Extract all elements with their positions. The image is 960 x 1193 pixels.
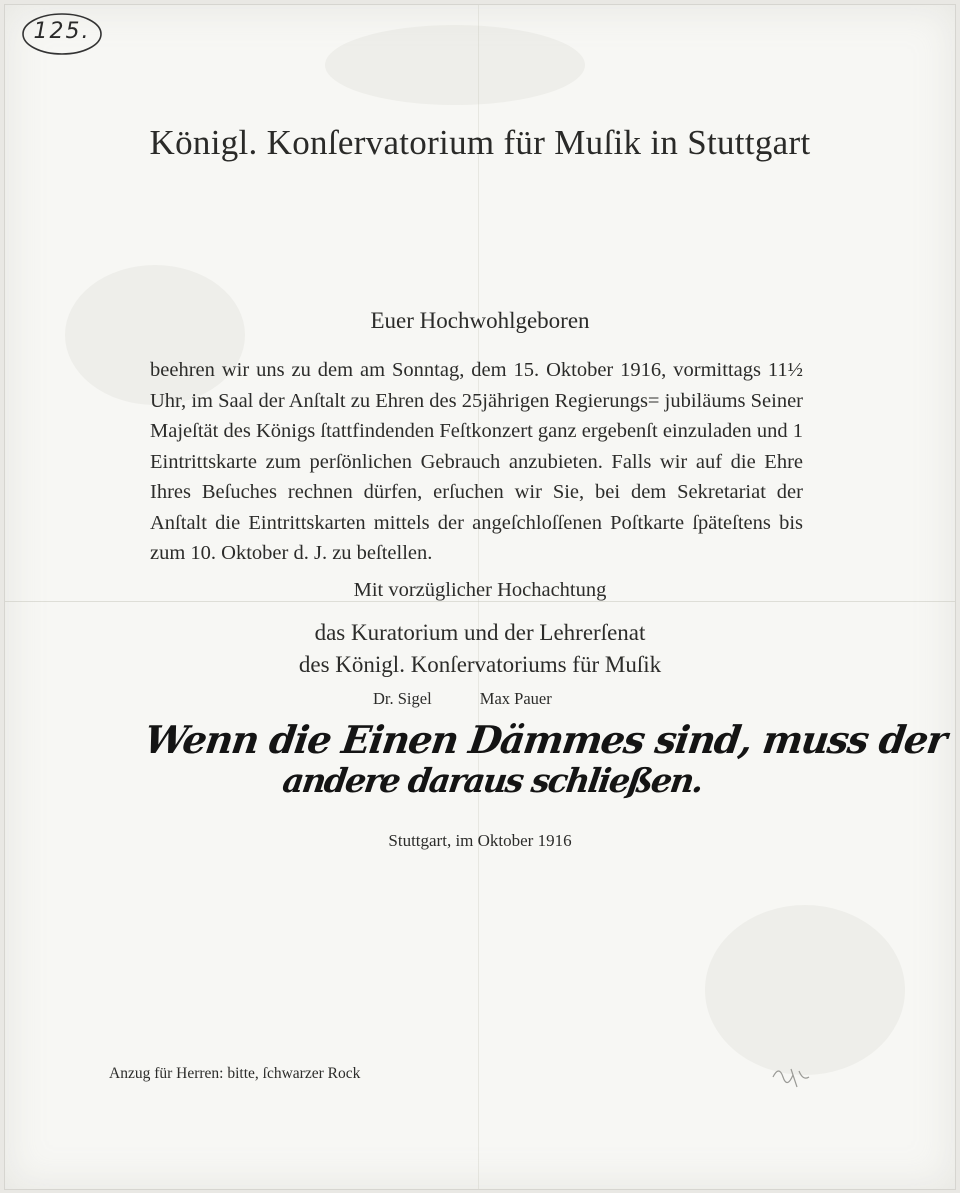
signers-line-2: des Königl. Konſervatoriums für Muſik <box>298 652 662 677</box>
handwritten-line-1: Wenn die Einen Dämmes sind, muss der <box>141 717 949 762</box>
signatory-name: Max Pauer <box>479 689 552 708</box>
signatory-name: Dr. Sigel <box>373 689 432 708</box>
invitation-card <box>4 4 956 1190</box>
place-date: Stuttgart, im Oktober 1916 <box>388 831 572 850</box>
invitation-body: beehren wir uns zu dem am Sonntag, dem 15. Oktober 1916, vormittags 11½ Uhr, im Saal der Anſtalt zu Ehren des 25jährigen Regierungs= jubiläums Seiner Majeſtät des Königs ſtattfindenden Feſtkonzert ganz ergebenſt einzuladen und 1 Eintrittskarte zum perſönlichen Gebrauch anzubieten. Falls wir auf die Ehre Ihres Beſuches rechnen dürfen, erſuchen wir Sie, bei dem Sekretariat der Anſtalt die Eintrittskarten mittels der angeſchloſſenen Poſtkarte ſpäteſtens bis zum 10. Oktober d. J. zu beſtellen. <box>150 359 803 564</box>
archive-number: 125. <box>33 19 91 44</box>
pencil-mark-icon <box>763 1047 823 1097</box>
signers-block <box>5 617 955 681</box>
handwritten-note <box>141 703 949 823</box>
archive-number-stamp <box>21 11 103 57</box>
salutation: Euer Hochwohlgeboren <box>370 308 590 333</box>
page-title: Königl. Konſervatorium für Muſik in Stuttgart <box>149 123 811 162</box>
paper-stain <box>325 25 585 105</box>
closing-line: Mit vorzüglicher Hochachtung <box>353 579 607 601</box>
dress-code-note: Anzug für Herren: bitte, ſchwarzer Rock <box>109 1065 361 1082</box>
handwritten-line-2: andere daraus schließen. <box>280 761 705 800</box>
signers-line-1: das Kuratorium und der Lehrerſenat <box>314 620 646 645</box>
